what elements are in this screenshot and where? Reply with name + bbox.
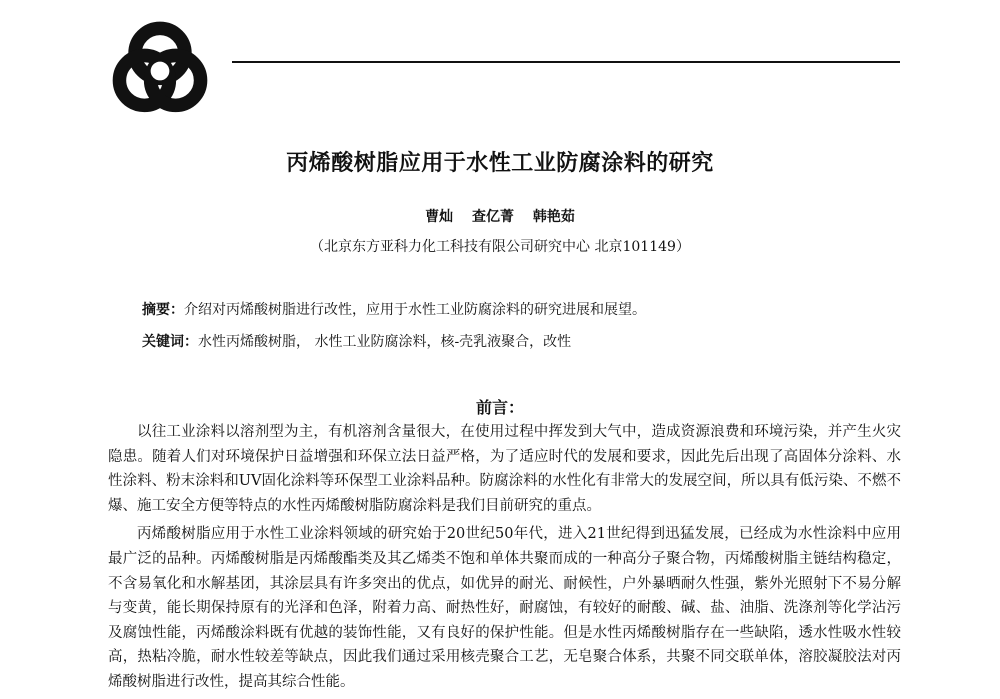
- author-list: 曹灿 查亿菁 韩艳茹: [425, 209, 575, 225]
- abstract-label: 摘要：: [142, 302, 184, 318]
- paper-title: 丙烯酸树脂应用于水性工业防腐涂料的研究: [286, 151, 714, 176]
- keywords-text: 水性丙烯酸树脂， 水性工业防腐涂料，核-壳乳液聚合，改性: [198, 334, 572, 350]
- abstract-text: 介绍对丙烯酸树脂进行改性，应用于水性工业防腐涂料的研究进展和展望。: [184, 302, 646, 318]
- section-heading: 前言：: [475, 398, 524, 417]
- paragraph: 丙烯酸树脂应用于水性工业涂料领域的研究始于20世纪50年代，进入21世纪得到迅猛发展，已经成为水性涂料中应用最广泛的品种。丙烯酸树脂是丙烯酸酯类及其乙烯类不饱和单体共聚而成的一种高分子聚合物，丙烯酸树脂主链结构稳定，不含易氧化和水解基团，其涂层具有许多突出的优点，如优异的耐光、耐候性，户外暴晒耐久性强，紫外光照射下不易分解与变黄，能长期保持原有的光泽和色泽，附着力高、耐热性好，耐腐蚀，有较好的耐酸、碱、盐、油脂、洗涤剂等化学沾污及腐蚀性能，丙烯酸涂料既有优越的装饰性能，又有良好的保护性能。但是水性丙烯酸树脂存在一些缺陷，透水性吸水性较高，热粘冷脆，耐水性较差等缺点，因此我们通过采用核壳聚合工艺，无皂聚合体系，共聚不同交联单体，溶胶凝胶法对丙烯酸树脂进行改性，提高其综合性能。: [108, 526, 901, 690]
- keywords: [142, 331, 571, 351]
- interlocking-rings-logo-icon: [108, 18, 212, 122]
- author-affiliation: （北京东方亚科力化工科技有限公司研究中心 北京101149）: [310, 239, 690, 255]
- body-text: [108, 420, 901, 699]
- abstract: [142, 299, 646, 319]
- keywords-label: 关键词：: [142, 334, 198, 350]
- header-rule: [232, 61, 900, 63]
- paragraph: 以往工业涂料以溶剂型为主，有机溶剂含量很大，在使用过程中挥发到大气中，造成资源浪费和环境污染，并产生火灾隐患。随着人们对环境保护日益增强和环保立法日益严格，为了适应时代的发展和要求，因此先后出现了高固体分涂料、水性涂料、粉末涂料和UV固化涂料等环保型工业涂料品种。防腐涂料的水性化有非常大的发展空间，所以具有低污染、不燃不爆、施工安全方便等特点的水性丙烯酸树脂防腐涂料是我们目前研究的重点。: [108, 424, 901, 514]
